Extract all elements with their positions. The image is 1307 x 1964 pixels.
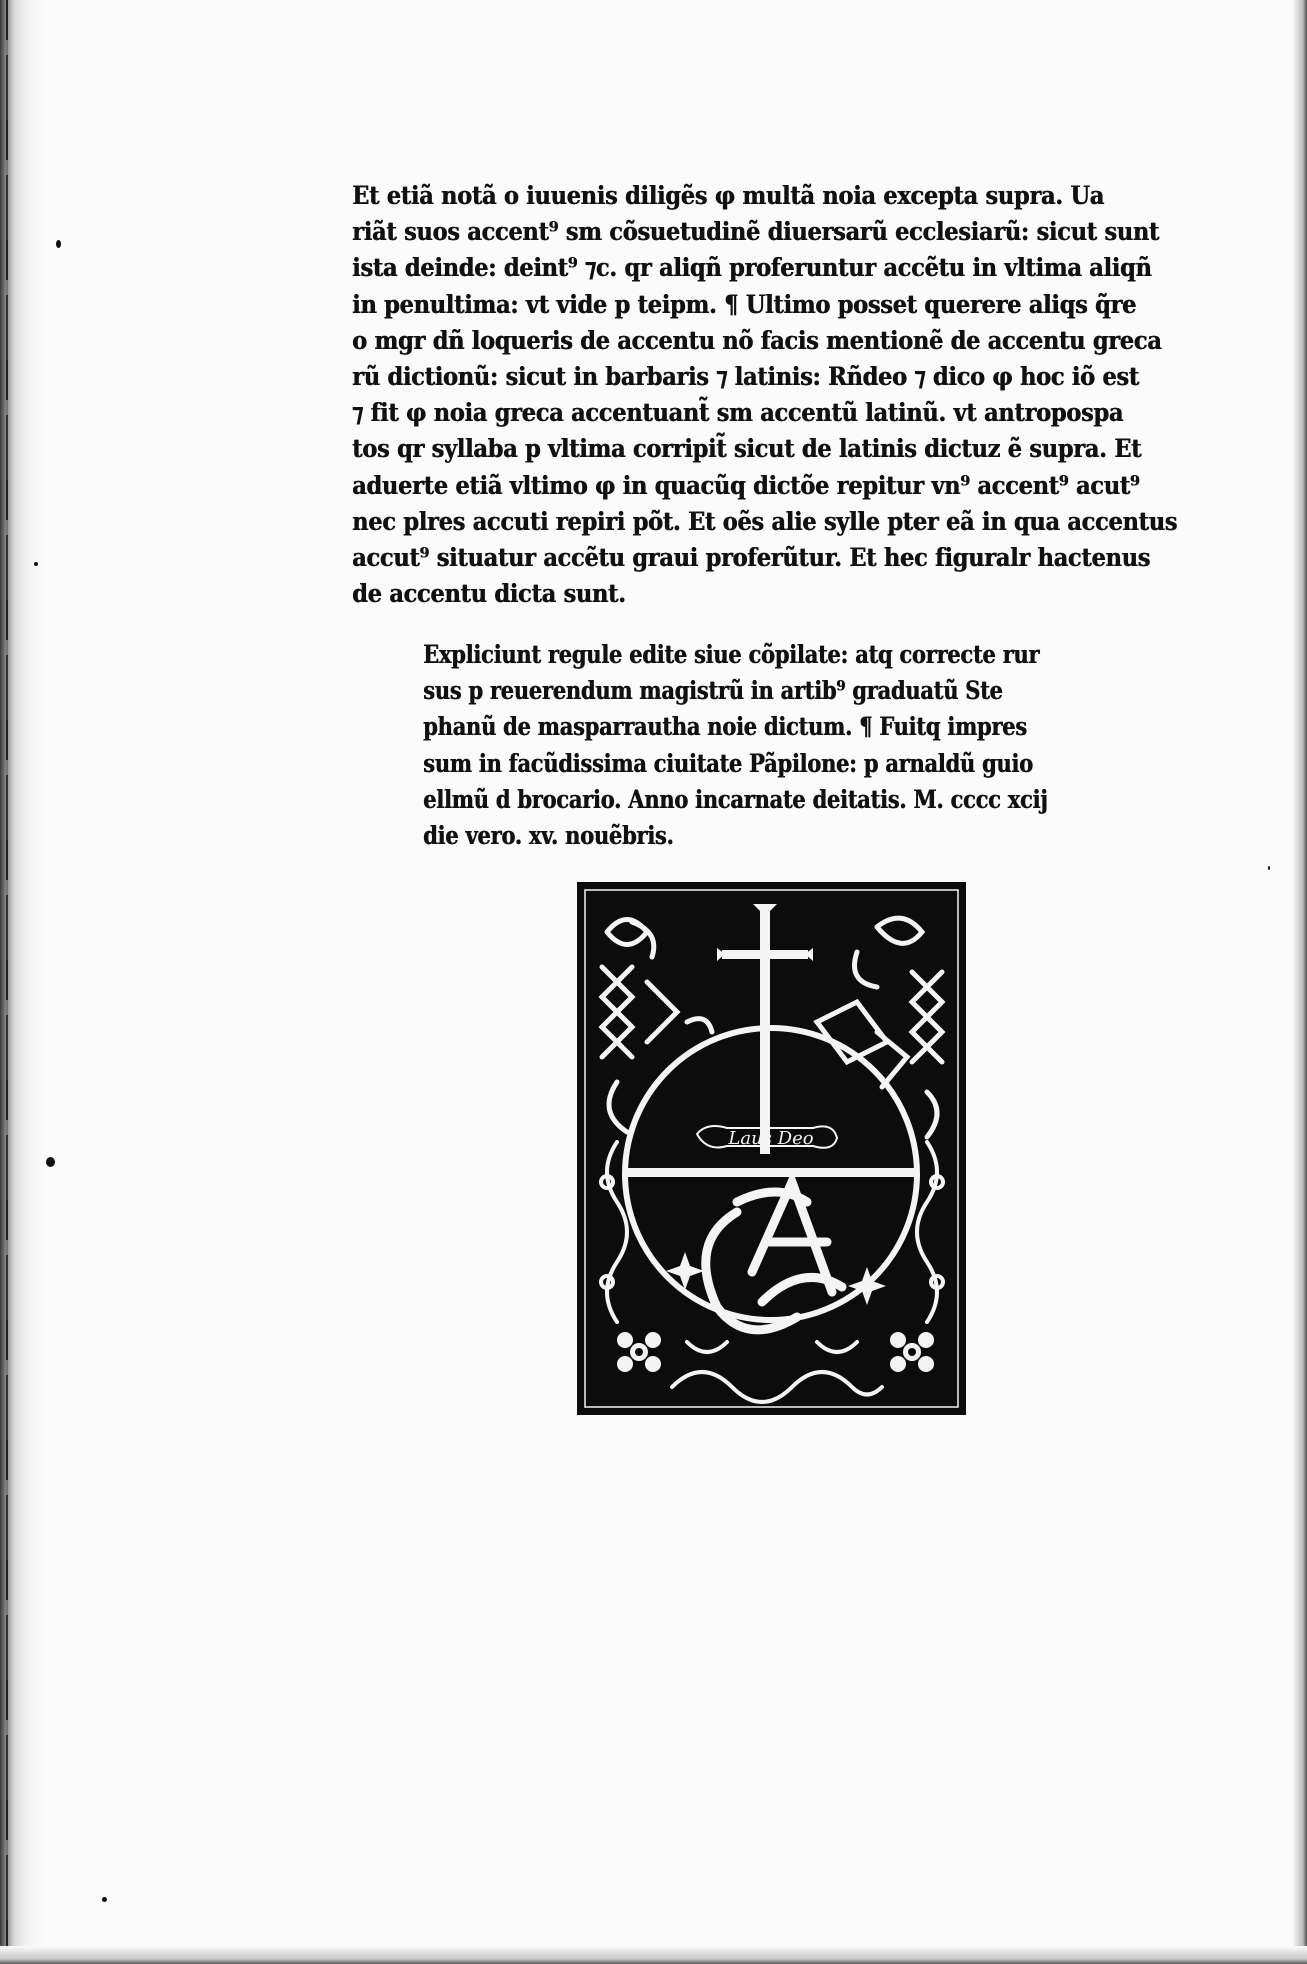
ink-speck bbox=[34, 562, 38, 566]
circle-crossbar bbox=[627, 1168, 917, 1177]
colophon-line: die vero. xv. nouẽbris. bbox=[423, 820, 674, 850]
text-line: riãt suos accent⁹ sm cõsuetudinẽ diuersarũ ecclesiarũ: sicut sunt bbox=[352, 217, 1159, 247]
ink-speck bbox=[56, 240, 61, 248]
page-binding-edge bbox=[0, 0, 44, 1964]
page-right-edge bbox=[1293, 0, 1307, 1964]
colophon-line: phanũ de masparrautha noie dictum. ¶ Fuitq impres bbox=[423, 712, 1027, 742]
text-line: o mgr dñ loqueris de accentu nõ facis mentionẽ de accentu greca bbox=[352, 325, 1162, 355]
text-line: accut⁹ situatur accẽtu graui proferũtur. Et hec figuralr hactenus bbox=[352, 542, 1150, 572]
page-bottom-edge bbox=[0, 1946, 1307, 1964]
text-line: ista deinde: deint⁹ ⁊c. qr aliqñ proferuntur accẽtu in vltima aliqñ bbox=[352, 253, 1152, 283]
text-line: ⁊ fit φ noia greca accentuant̃ sm accentũ latinũ. vt antropospa bbox=[352, 398, 1124, 428]
text-line: tos qr syllaba p vltima corripit̃ sicut de latinis dictuz ẽ supra. Et bbox=[352, 434, 1142, 464]
ink-speck bbox=[1268, 866, 1270, 870]
text-line: de accentu dicta sunt. bbox=[352, 579, 626, 609]
text-line: aduerte etiã vltimo φ in quacũq dictõe repitur vn⁹ accent⁹ acut⁹ bbox=[352, 470, 1140, 500]
ink-speck bbox=[46, 1157, 55, 1167]
colophon-line: ellmũ d brocario. Anno incarnate deitatis. M. cccc xcij bbox=[423, 784, 1048, 814]
banner-text: Laus Deo bbox=[728, 1128, 814, 1149]
ink-speck bbox=[102, 1897, 107, 1902]
text-line: Et etiã notã o iuuenis diligẽs φ multã noia excepta supra. Ua bbox=[352, 181, 1104, 210]
text-line: in penultima: vt vide p teipm. ¶ Ultimo posset querere aliqs q̃re bbox=[352, 289, 1136, 319]
colophon-line: sum in facũdissima ciuitate Pãpilone: p arnaldũ guio bbox=[423, 748, 1033, 778]
printers-device-woodcut bbox=[577, 882, 966, 1415]
main-text bbox=[352, 178, 1194, 612]
colophon-line: Expliciunt regule edite siue cõpilate: atq correcte rur bbox=[423, 640, 1040, 669]
text-line: rũ dictionũ: sicut in barbaris ⁊ latinis: Rñdeo ⁊ dico φ hoc iõ est bbox=[352, 361, 1139, 391]
colophon-line: sus p reuerendum magistrũ in artib⁹ graduatũ Ste bbox=[423, 676, 1003, 706]
text-line: nec plres accuti repiri põt. Et oẽs alie sylle pter eã in qua accentus bbox=[352, 506, 1178, 536]
colophon bbox=[423, 637, 1123, 854]
